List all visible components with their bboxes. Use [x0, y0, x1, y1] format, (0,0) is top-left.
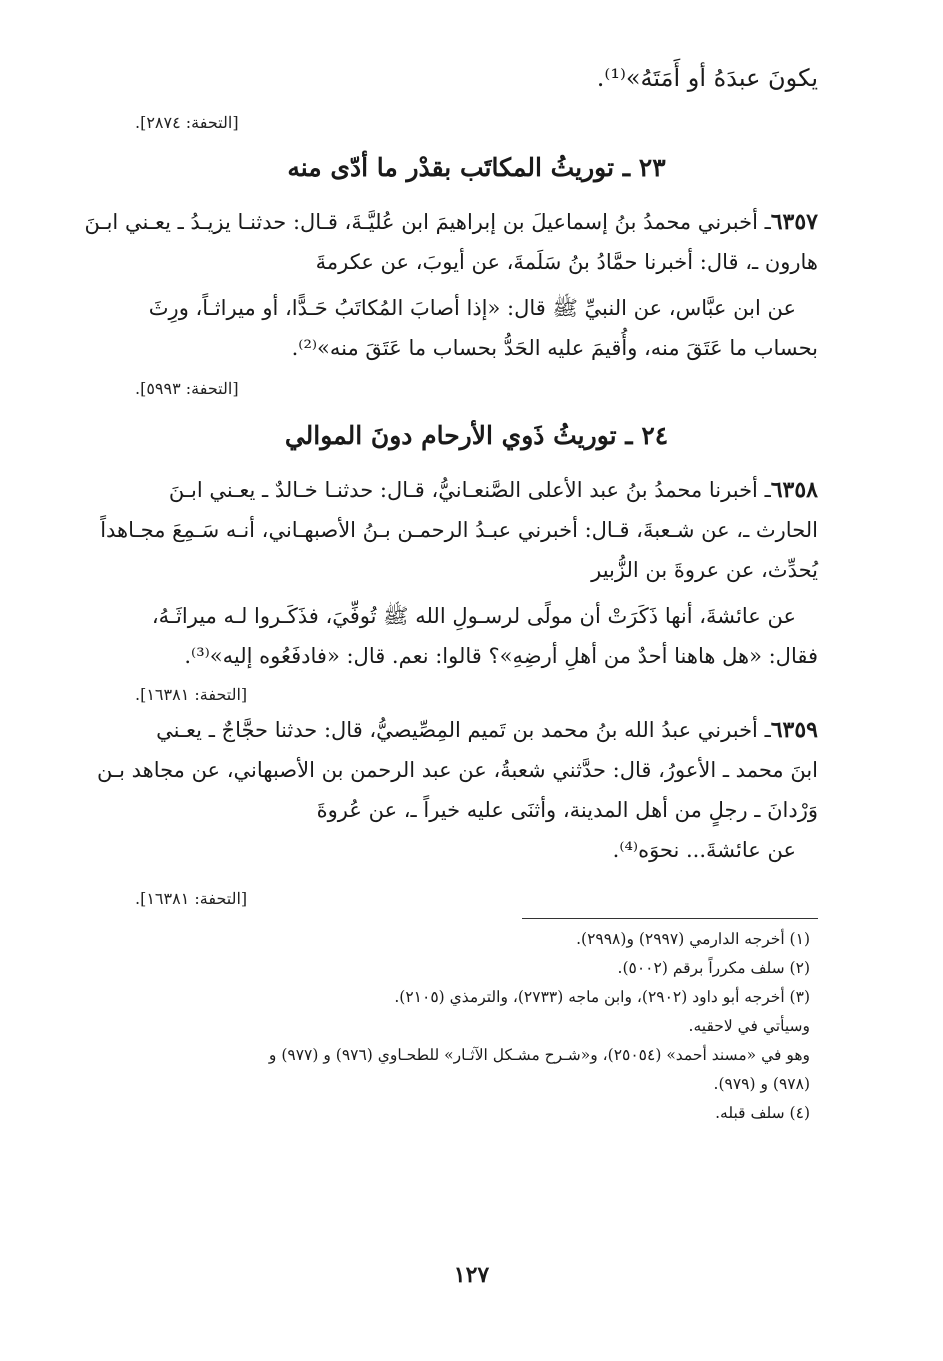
footnote-line: (١) أخرجه الدارمي (٢٩٩٧) و(٢٩٩٨).: [576, 930, 810, 948]
tuhfa-reference: [135, 112, 818, 134]
chapter-heading-23: ٢٣ ـ توريثُ المكاتَب بقدْر ما أدّى منه: [287, 153, 666, 182]
tuhfa-reference-text: [التحفة: ١٦٣٨١].: [135, 889, 248, 908]
hadith-isnad-text: ـ أخبرني عبدُ الله بنُ محمد بن تَميم المِصِّيصيُّ، قال: حدثنا حجَّاجٌ ـ يعـني: [156, 718, 771, 742]
footnotes: [135, 925, 818, 1128]
hadith-isnad-line: وَرْدانَ ـ رجلٍ من أهل المدينة، وأثنَى عليه خيراً ـ، عن عُروةَ: [316, 798, 818, 822]
footnote-divider: [522, 918, 818, 919]
hadith-number: ٦٣٥٨: [770, 477, 818, 503]
footnote-line: (٤) سلف قبله.: [715, 1104, 810, 1122]
hadith-matn-line: عن عائشةَ، أنها ذَكَرَتْ أن مولًى لرسـولِ الله ﷺ تُوفِّيَ، فذَكَـروا لـه ميراثَـهُ،: [151, 604, 796, 628]
hadith-number: ٦٣٥٩: [770, 717, 818, 743]
hadith-isnad-line: [135, 710, 818, 750]
tuhfa-reference-text: [التحفة: ١٦٣٨١].: [135, 685, 248, 704]
hadith-matn-line: عن عائشةَ... نحوَه⁽⁴⁾.: [612, 838, 796, 862]
hadith-isnad-line: هارون ـ، قال: أخبرنا حمَّادُ بنُ سَلَمةَ، عن أيوبَ، عن عكرمةَ: [315, 250, 818, 274]
footnote-line: (٩٧٨) و (٩٧٩).: [713, 1075, 810, 1093]
hadith-isnad-line: الحارث ـ، عن شـعبةَ، قـال: أخبرني عبـدُ الرحمـن بـنُ الأصبهـاني، أنـه سَـمِعَ مجـاهداً: [100, 518, 818, 542]
continuation-line: يكونَ عبدَهُ أو أَمَتَهُ»⁽¹⁾.: [596, 64, 818, 92]
hadith-6358: [100, 470, 818, 676]
hadith-isnad-line: ابنَ محمد ـ الأعورُ، قال: حدَّثني شعبةُ، عن عبد الرحمن بن الأصبهاني، عن مجاهد بـن: [96, 758, 818, 782]
chapter-heading-24: ٢٤ ـ توريثُ ذَوي الأرحام دونَ الموالي: [284, 421, 669, 450]
hadith-isnad-line: يُحدِّث، عن عروةَ بن الزُّبير: [591, 558, 818, 582]
hadith-isnad-text: ـ أخبرني محمدُ بنُ إسماعيلَ بن إبراهيمَ ابن عُليَّـةَ، قـال: حدثنـا يزيـدُ ـ يعـني ابـنَ: [84, 210, 771, 234]
tuhfa-reference-text: [التحفة: ٥٩٩٣].: [135, 379, 239, 398]
tuhfa-reference: [135, 378, 818, 400]
hadith-matn-line: عن ابن عبَّاس، عن النبيِّ ﷺ قال: «إذا أصابَ المُكاتَبُ حَـدًّا، أو ميراثـاً، ورِثَ: [148, 296, 796, 320]
hadith-matn-line: فقال: «هل هاهنا أحدٌ من أهلِ أرضِهِ»؟ قالوا: نعم. قال: «فادفَعُوه إليه»⁽³⁾.: [184, 644, 818, 668]
hadith-matn-line: بحساب ما عَتَقَ منه، وأُقيمَ عليه الحَدُّ بحساب ما عَتَقَ منه»⁽²⁾.: [291, 336, 818, 360]
hadith-number: ٦٣٥٧: [770, 209, 818, 235]
footnote-line: وسيأتي في لاحقيه.: [688, 1017, 810, 1035]
page-number: ١٢٧: [453, 1262, 490, 1288]
hadith-isnad-line: [135, 470, 818, 510]
tuhfa-reference: [135, 684, 818, 706]
hadith-isnad-line: [84, 202, 818, 242]
footnote-line: (٢) سلف مكرراً برقم (٥٠٠٢).: [617, 959, 810, 977]
hadith-isnad-text: ـ أخبرنا محمدُ بنُ عبد الأعلى الصَّنعـانيُّ، قـال: حدثنـا خـالدٌ ـ يعـني ابـنَ: [168, 478, 771, 502]
hadith-6357: [84, 202, 818, 368]
hadith-6359: [96, 710, 818, 870]
tuhfa-reference-text: [التحفة: ٢٨٧٤].: [135, 113, 239, 132]
tuhfa-reference: [135, 888, 818, 910]
footnote-line: (٣) أخرجه أبو داود (٢٩٠٢)، وابن ماجه (٢٧٣٣)، والترمذي (٢١٠٥).: [394, 988, 810, 1006]
footnote-line: وهو في «مسند أحمد» (٢٥٠٥٤)، و«شـرح مشـكل الآثـار» للطحـاوي (٩٧٦) و (٩٧٧) و: [268, 1046, 810, 1064]
